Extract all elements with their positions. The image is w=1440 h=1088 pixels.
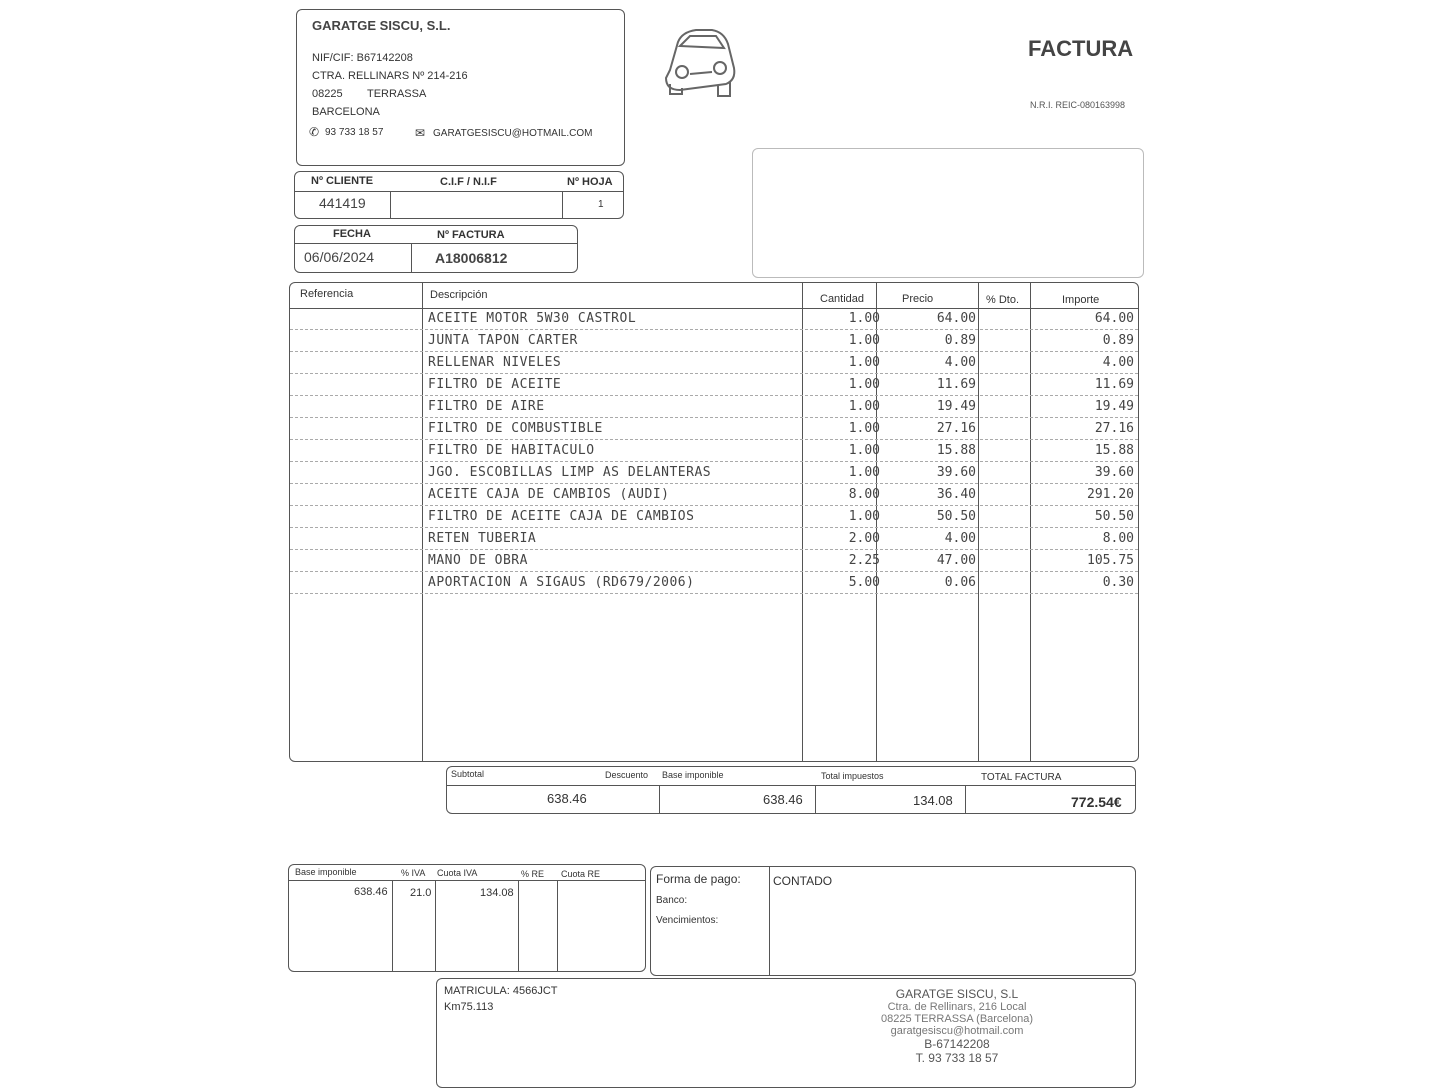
- cell-cantidad: 1.00: [848, 443, 880, 458]
- base-header: Base imponible: [662, 770, 724, 780]
- stamp-line-1: GARATGE SISCU, S.L: [895, 987, 1019, 1001]
- table-row: [290, 352, 1138, 374]
- cell-dto: [980, 572, 1028, 594]
- cell-referencia: [294, 550, 418, 572]
- table-row: [290, 396, 1138, 418]
- cell-cantidad: 1.00: [848, 311, 880, 326]
- base-value: 638.46: [763, 792, 803, 807]
- cell-referencia: [294, 572, 418, 594]
- stamp-line-2: Ctra. de Rellinars, 216 Local: [887, 1001, 1027, 1013]
- document-title: FACTURA: [1028, 36, 1134, 61]
- cell-referencia: [294, 308, 418, 330]
- total-header: TOTAL FACTURA: [981, 772, 1062, 783]
- tax-base-value: 638.46: [354, 886, 388, 898]
- row-separator: [290, 593, 1138, 594]
- cell-importe: 39.60: [1094, 465, 1134, 480]
- cell-importe: 27.16: [1094, 421, 1134, 436]
- client-address-box: [752, 148, 1144, 278]
- table-rows: [290, 308, 1138, 598]
- cell-dto: [980, 330, 1028, 352]
- cell-dto: [980, 418, 1028, 440]
- company-phone: 93 733 18 57: [325, 127, 384, 138]
- cell-descripcion: RETEN TUBERIA: [428, 531, 537, 546]
- cell-dto: [980, 374, 1028, 396]
- cell-referencia: [294, 396, 418, 418]
- cell-precio: 27.16: [936, 421, 976, 436]
- subtotal-value: 638.46: [547, 791, 587, 806]
- cell-precio: 0.89: [944, 333, 976, 348]
- cell-cantidad: 1.00: [848, 421, 880, 436]
- cell-precio: 19.49: [936, 399, 976, 414]
- total-value: 772.54€: [1071, 794, 1122, 810]
- stamp-line-3: 08225 TERRASSA (Barcelona): [880, 1013, 1034, 1025]
- factura-value: A18006812: [435, 250, 508, 266]
- cell-descripcion: JGO. ESCOBILLAS LIMP AS DELANTERAS: [428, 465, 712, 480]
- cell-descripcion: ACEITE MOTOR 5W30 CASTROL: [428, 311, 637, 326]
- company-box: [296, 9, 625, 166]
- cell-precio: 11.69: [936, 377, 976, 392]
- table-row: [290, 440, 1138, 462]
- table-row: [290, 308, 1138, 330]
- cell-dto: [980, 352, 1028, 374]
- tax-re-header: % RE: [521, 869, 545, 879]
- cell-cantidad: 2.00: [848, 531, 880, 546]
- cell-importe: 291.20: [1087, 487, 1134, 502]
- cell-precio: 39.60: [936, 465, 976, 480]
- cell-importe: 105.75: [1087, 553, 1134, 568]
- cell-cantidad: 5.00: [848, 575, 880, 590]
- col-header-precio: Precio: [902, 293, 934, 305]
- tax-cuota-re-header: Cuota RE: [561, 869, 601, 879]
- cell-dto: [980, 528, 1028, 550]
- impuestos-value: 134.08: [913, 793, 953, 808]
- cell-referencia: [294, 374, 418, 396]
- cell-referencia: [294, 330, 418, 352]
- kilometros: Km75.113: [444, 1001, 494, 1013]
- fecha-header: FECHA: [333, 228, 371, 240]
- stamp-line-5: B-67142208: [924, 1037, 990, 1051]
- cell-cantidad: 1.00: [848, 355, 880, 370]
- cell-precio: 36.40: [936, 487, 976, 502]
- cell-referencia: [294, 352, 418, 374]
- banco-label: Banco:: [656, 895, 688, 906]
- forma-pago-label: Forma de pago:: [656, 872, 741, 886]
- tax-box: [288, 864, 646, 972]
- cell-referencia: [294, 462, 418, 484]
- cell-descripcion: FILTRO DE ACEITE CAJA DE CAMBIOS: [428, 509, 695, 524]
- cell-importe: 19.49: [1094, 399, 1134, 414]
- cell-descripcion: JUNTA TAPON CARTER: [428, 333, 578, 348]
- cell-precio: 4.00: [944, 531, 976, 546]
- cell-descripcion: FILTRO DE COMBUSTIBLE: [428, 421, 603, 436]
- cell-dto: [980, 506, 1028, 528]
- cell-descripcion: RELLENAR NIVELES: [428, 355, 562, 370]
- cell-dto: [980, 308, 1028, 330]
- items-table: [289, 282, 1139, 762]
- cell-cantidad: 1.00: [848, 509, 880, 524]
- cell-cantidad: 2.25: [848, 553, 880, 568]
- cell-precio: 64.00: [936, 311, 976, 326]
- table-row: [290, 572, 1138, 594]
- table-row: [290, 506, 1138, 528]
- cell-importe: 15.88: [1094, 443, 1134, 458]
- phone-icon: ✆: [309, 125, 320, 139]
- matricula: MATRICULA: 4566JCT: [444, 985, 558, 997]
- stamp-line-4: garatgesiscu@hotmail.com: [890, 1025, 1024, 1037]
- vehicle-box: [436, 978, 1136, 1088]
- table-row: [290, 374, 1138, 396]
- table-row: [290, 528, 1138, 550]
- vencimientos-label: Vencimientos:: [656, 915, 719, 926]
- col-header-dto: % Dto.: [986, 294, 1020, 306]
- cell-dto: [980, 484, 1028, 506]
- factura-header: Nº FACTURA: [437, 229, 505, 241]
- cell-descripcion: FILTRO DE ACEITE: [428, 377, 562, 392]
- tax-base-header: Base imponible: [295, 867, 357, 877]
- col-header-importe: Importe: [1062, 294, 1100, 306]
- col-header-cantidad: Cantidad: [820, 293, 865, 305]
- email-icon: ✉: [415, 126, 426, 140]
- cell-referencia: [294, 418, 418, 440]
- cell-descripcion: MANO DE OBRA: [428, 553, 528, 568]
- cell-cantidad: 1.00: [848, 399, 880, 414]
- company-city: TERRASSA: [367, 88, 427, 100]
- forma-pago-value: CONTADO: [773, 874, 833, 888]
- table-row: [290, 462, 1138, 484]
- client-info-box: [294, 171, 624, 219]
- tax-iva-header: % IVA: [401, 868, 426, 878]
- cell-dto: [980, 396, 1028, 418]
- cell-referencia: [294, 440, 418, 462]
- cell-dto: [980, 550, 1028, 572]
- totals-box: [446, 766, 1136, 814]
- cliente-header: Nº CLIENTE: [311, 175, 374, 187]
- payment-box: [650, 866, 1136, 976]
- cell-importe: 0.30: [1102, 575, 1134, 590]
- company-nif: NIF/CIF: B67142208: [312, 52, 413, 64]
- tax-iva-value: 21.0: [410, 887, 432, 899]
- cell-precio: 47.00: [936, 553, 976, 568]
- invoice-info-box: [294, 225, 578, 273]
- cell-descripcion: ACEITE CAJA DE CAMBIOS (AUDI): [428, 487, 670, 502]
- cell-importe: 11.69: [1094, 377, 1134, 392]
- cell-precio: 50.50: [936, 509, 976, 524]
- company-province: BARCELONA: [312, 106, 380, 118]
- cell-precio: 0.06: [944, 575, 976, 590]
- cell-referencia: [294, 506, 418, 528]
- table-row: [290, 484, 1138, 506]
- descuento-header: Descuento: [605, 770, 649, 780]
- cliente-value: 441419: [319, 195, 366, 211]
- cell-importe: 0.89: [1102, 333, 1134, 348]
- hoja-value: 1: [598, 199, 604, 210]
- company-stamp: [837, 987, 1077, 1065]
- fecha-value: 06/06/2024: [304, 249, 375, 265]
- cell-importe: 50.50: [1094, 509, 1134, 524]
- cell-dto: [980, 440, 1028, 462]
- subtotal-header: Subtotal: [451, 769, 485, 779]
- col-header-referencia: Referencia: [300, 288, 354, 300]
- cell-importe: 4.00: [1102, 355, 1134, 370]
- cell-referencia: [294, 528, 418, 550]
- cell-importe: 8.00: [1102, 531, 1134, 546]
- cell-referencia: [294, 484, 418, 506]
- cell-descripcion: FILTRO DE HABITACULO: [428, 443, 595, 458]
- cif-header: C.I.F / N.I.F: [440, 176, 497, 188]
- cell-cantidad: 1.00: [848, 465, 880, 480]
- col-header-descripcion: Descripción: [430, 289, 488, 301]
- tax-cuota-iva-header: Cuota IVA: [437, 868, 478, 878]
- stamp-line-6: T. 93 733 18 57: [915, 1051, 999, 1065]
- cell-descripcion: APORTACION A SIGAUS (RD679/2006): [428, 575, 695, 590]
- car-logo-icon: [656, 24, 740, 100]
- company-email: GARATGESISCU@HOTMAIL.COM: [433, 128, 593, 139]
- table-row: [290, 550, 1138, 572]
- tax-cuota-iva-value: 134.08: [480, 887, 514, 899]
- cell-precio: 15.88: [936, 443, 976, 458]
- table-row: [290, 418, 1138, 440]
- company-address: CTRA. RELLINARS Nº 214-216: [312, 70, 468, 82]
- nri-number: N.R.I. REIC-080163998: [1030, 100, 1126, 110]
- impuestos-header: Total impuestos: [821, 771, 884, 781]
- cell-cantidad: 8.00: [848, 487, 880, 502]
- cell-cantidad: 1.00: [848, 377, 880, 392]
- cell-descripcion: FILTRO DE AIRE: [428, 399, 545, 414]
- cell-cantidad: 1.00: [848, 333, 880, 348]
- table-row: [290, 330, 1138, 352]
- company-cp: 08225: [312, 88, 343, 100]
- company-name: GARATGE SISCU, S.L.: [312, 18, 451, 33]
- cell-dto: [980, 462, 1028, 484]
- cell-precio: 4.00: [944, 355, 976, 370]
- hoja-header: Nº HOJA: [567, 176, 613, 188]
- cell-importe: 64.00: [1094, 311, 1134, 326]
